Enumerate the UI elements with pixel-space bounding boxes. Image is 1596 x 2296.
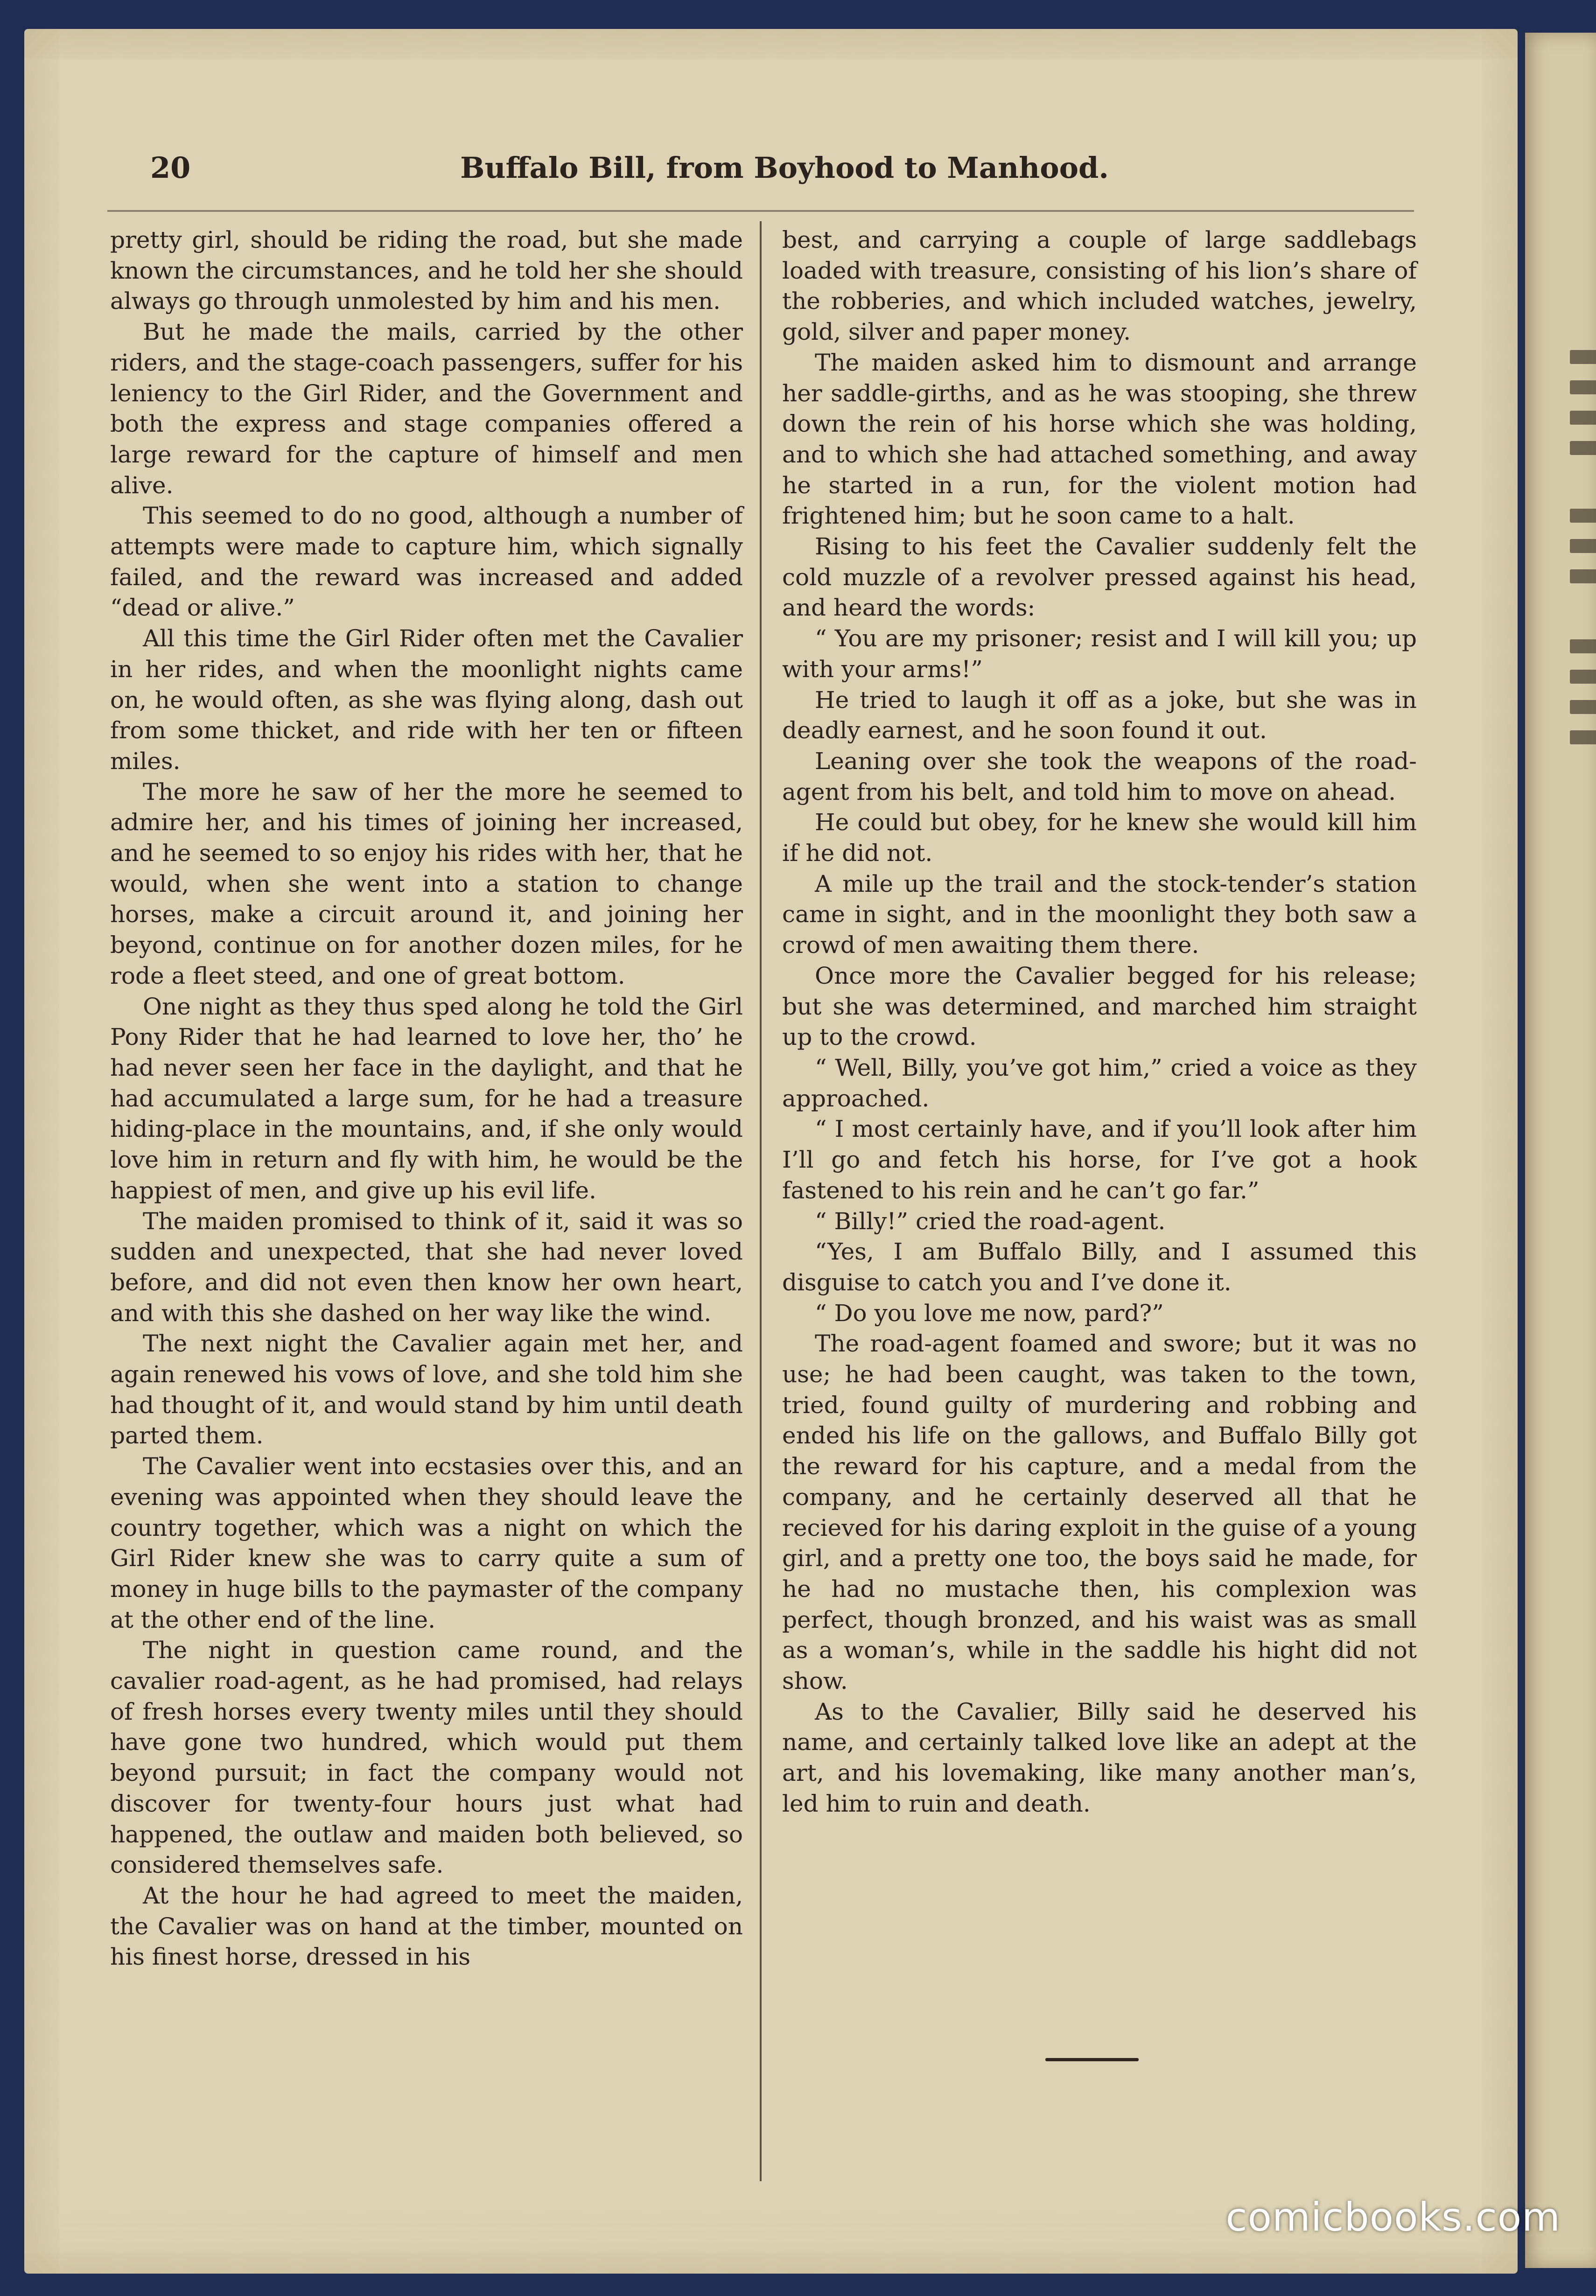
paragraph: The road-agent foamed and swore; but it was no use; he had been caught, was taken to the town, tried, found guilty of murdering and robbing and ended his life on the gallows, and Buffalo Billy got the reward for his capture, and a medal from the company, and he certainly deserved all that he recieved for his daring exploit in the guise of a young girl, and a pretty one too, the boys said he made, for he had no mustache then, his complexion was perfect, though bronzed, and his waist was as small as a woman’s, while in the saddle his hight did not show. <box>782 1330 1417 1695</box>
adjacent-page-edge <box>1525 33 1596 2268</box>
page-number: 20 <box>150 151 191 185</box>
end-rule <box>1045 2058 1139 2061</box>
right-text-column <box>782 225 1417 1820</box>
paragraph: Rising to his feet the Cavalier suddenly felt the cold muzzle of a revolver pressed against his head, and heard the words: <box>782 533 1417 622</box>
paragraph: “ I most certainly have, and if you’ll look after him I’ll go and fetch his horse, for I’ve got a hook fastened to his rein and he can’t go far.” <box>782 1115 1417 1204</box>
running-title: Buffalo Bill, from Boyhood to Manhood. <box>460 151 1109 185</box>
paragraph: The next night the Cavalier again met her, and again renewed his vows of love, and she told him she had thought of it, and would stand by him until death parted them. <box>110 1330 743 1449</box>
paragraph: The Cavalier went into ecstasies over this, and an evening was appointed when they should leave the country together, which was a night on which the Girl Rider knew she was to carry quite a sum of money in huge bills to the paymaster of the company at the other end of the line. <box>110 1453 743 1633</box>
paragraph: The maiden promised to think of it, said it was so sudden and unexpected, that she had never loved before, and did not even then know her own heart, and with this she dashed on her way like the wind. <box>110 1207 743 1327</box>
paragraph: “ You are my prisoner; resist and I will kill you; up with your arms!” <box>782 625 1417 683</box>
paragraph: The night in question came round, and the cavalier road-agent, as he had promised, had relays of fresh horses every twenty miles until they should have gone two hundred, which would put them beyond pursuit; in fact the company would not discover for twenty-four hours just what had happened, the outlaw and maiden both believed, so considered themselves safe. <box>110 1637 743 1879</box>
paragraph: One night as they thus sped along he told the Girl Pony Rider that he had learned to love her, tho’ he had never seen her face in the daylight, and that he had accumulated a large sum, for he had a treasure hiding-place in the mountains, and, if she only would love him in return and fly with him, he would be the happiest of men, and give up his evil life. <box>110 993 743 1204</box>
paragraph: Leaning over she took the weapons of the road-agent from his belt, and told him to move on ahead. <box>782 747 1417 805</box>
paragraph: The more he saw of her the more he seemed to admire her, and his times of joining her increased, and he seemed to so enjoy his rides with her, that he would, when she went into a station to change horses, make a circuit around it, and joining her beyond, continue on for another dozen miles, for he rode a fleet steed, and one of great bottom. <box>110 778 743 989</box>
paragraph: “ Do you love me now, pard?” <box>815 1299 1164 1327</box>
paragraph: He could but obey, for he knew she would kill him if he did not. <box>782 809 1417 867</box>
paragraph: This seemed to do no good, although a number of attempts were made to capture him, which signally failed, and the reward was increased and added “dead or alive.” <box>110 502 743 622</box>
paragraph: All this time the Girl Rider often met the Cavalier in her rides, and when the moonlight nights came on, he would often, as she was flying along, dash out from some thicket, and ride with her ten or fifteen miles. <box>110 625 743 775</box>
paragraph: But he made the mails, carried by the other riders, and the stage-coach passengers, suffer for his leniency to the Girl Rider, and the Government and both the express and stage companies offered a large reward for the capture of himself and men alive. <box>110 318 743 499</box>
paragraph: “Yes, I am Buffalo Billy, and I assumed this disguise to catch you and I’ve done it. <box>782 1238 1417 1296</box>
left-text-column <box>110 225 743 1973</box>
paragraph: “ Billy!” cried the road-agent. <box>815 1207 1166 1235</box>
header-rule <box>107 210 1414 212</box>
paragraph: “ Well, Billy, you’ve got him,” cried a voice as they approached. <box>782 1054 1417 1112</box>
page-header <box>150 149 1419 187</box>
paragraph: A mile up the trail and the stock-tender’s station came in sight, and in the moonlight they both saw a crowd of men awaiting them there. <box>782 870 1417 959</box>
paragraph: At the hour he had agreed to meet the maiden, the Cavalier was on hand at the timber, mounted on his finest horse, dressed in his <box>110 1882 743 1971</box>
watermark: comicbooks.com <box>1225 2194 1561 2240</box>
paragraph: pretty girl, should be riding the road, but she made known the circumstances, and he told her she should always go through unmolested by him and his men. <box>110 226 743 315</box>
paragraph: He tried to laugh it off as a joke, but she was in deadly earnest, and he soon found it out. <box>782 686 1417 744</box>
paragraph: best, and carrying a couple of large saddlebags loaded with treasure, consisting of his lion’s share of the robberies, and which included watches, jewelry, gold, silver and paper money. <box>782 226 1417 346</box>
paragraph: Once more the Cavalier begged for his release; but she was determined, and marched him straight up to the crowd. <box>782 962 1417 1051</box>
column-divider <box>760 221 762 2181</box>
paragraph: As to the Cavalier, Billy said he deserved his name, and certainly talked love like an adept at the art, and his lovemaking, like many another man’s, led him to ruin and death. <box>782 1698 1417 1817</box>
paragraph: The maiden asked him to dismount and arrange her saddle-girths, and as he was stooping, she threw down the rein of his horse which she was holding, and to which she had attached something, and away he started in a run, for the violent motion had frightened him; but he soon came to a halt. <box>782 349 1417 530</box>
